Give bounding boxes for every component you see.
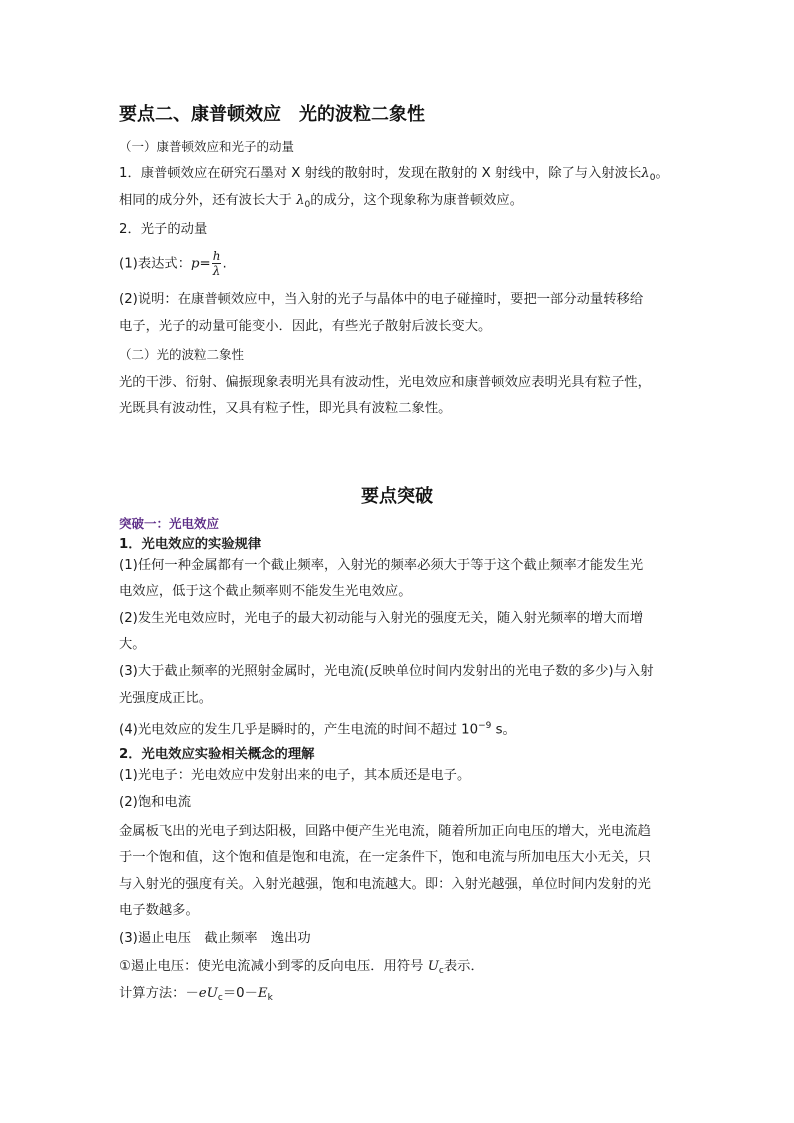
section-title: 要点二、康普顿效应 光的波粒二象性	[119, 104, 425, 125]
saturation-line-2: 于一个饱和值，这个饱和值是饱和电流，在一定条件下，饱和电流与所加电压大小无关，只	[119, 850, 651, 865]
text-run: 计算方法：－	[119, 986, 199, 1001]
rule-1-line-2: 电效应，低于这个截止频率则不能发生光电效应。	[119, 584, 412, 599]
text-run: 1．康普顿效应在研究石墨对 X 射线的散射时，发现在散射的 X 射线中，除了与入射波长	[119, 166, 642, 181]
concept-1: (1)光电子：光电效应中发射出来的电子，其本质还是电子。	[119, 768, 471, 783]
saturation-line-3: 与入射光的强度有关。入射光越强，饱和电流越大。即：入射光越强，单位时间内发射的光	[119, 877, 651, 892]
rule-2-line-2: 大。	[119, 637, 146, 652]
rule-1-line-1: (1)任何一种金属都有一个截止频率，入射光的频率必须大于等于这个截止频率才能发生光	[119, 558, 644, 573]
rules-heading: 1．光电效应的实验规律	[119, 537, 262, 552]
concept-3-heading: (3)遏止电压 截止频率 逸出功	[119, 931, 311, 946]
compton-paragraph-line-2	[119, 191, 523, 215]
fraction-numerator: h	[212, 249, 221, 263]
momentum-formula	[119, 249, 227, 280]
exponent: −9	[478, 721, 492, 731]
text-run: (4)光电效应的发生几乎是瞬时的，产生电流的时间不超过 10	[119, 722, 479, 738]
rule-2-line-1: (2)发生光电效应时，光电子的最大初动能与入射光的强度无关，随入射光频率的增大而增	[119, 611, 644, 626]
momentum-desc-line-2: 电子，光子的动量可能变小．因此，有些光子散射后波长变大。	[119, 319, 492, 334]
text-run: s。	[491, 722, 516, 738]
text-run: .	[222, 256, 227, 272]
text-run: 的成分，这个现象称为康普顿效应。	[310, 193, 524, 208]
saturation-line-1: 金属板飞出的光电子到达阳极，回路中便产生光电流，随着所加正向电压的增大，光电流趋	[119, 824, 651, 839]
subscript: 0	[304, 200, 311, 210]
rule-3-line-1: (3)大于截止频率的光照射金属时，光电流(反映单位时间内发射出的光电子数的多少)与入射	[119, 664, 654, 679]
text-run: ①遏止电压：使光电流减小到零的反向电压．用符号	[119, 959, 428, 974]
subsection-duality: （二）光的波粒二象性	[119, 347, 245, 362]
formula-variable: U	[206, 986, 218, 1001]
calculation-method	[119, 984, 273, 1008]
lambda-symbol: λ	[296, 193, 305, 208]
formula-variable: E	[257, 986, 268, 1001]
breakthrough-title: 要点突破	[361, 486, 433, 507]
momentum-desc-line-1: (2)说明：在康普顿效应中，当入射的光子与晶体中的电子碰撞时，要把一部分动量转移给	[119, 292, 644, 307]
duality-line-1: 光的干涉、衍射、偏振现象表明光具有波动性，光电效应和康普顿效应表明光具有粒子性，	[119, 375, 651, 390]
rule-3-line-2: 光强度成正比。	[119, 691, 213, 706]
subsection-compton: （一）康普顿效应和光子的动量	[119, 139, 295, 154]
text-run: (1)表达式：	[119, 256, 192, 272]
subscript: k	[267, 993, 273, 1003]
text-run: 相同的成分外，还有波长大于	[119, 193, 292, 208]
concept-2-heading: (2)饱和电流	[119, 795, 192, 810]
compton-paragraph-line-1	[119, 164, 669, 188]
text-run: 表示．	[443, 959, 484, 974]
equals-sign: =	[199, 256, 211, 272]
stopping-voltage	[119, 957, 484, 981]
formula-variable: U	[427, 959, 439, 974]
fraction	[212, 249, 222, 278]
saturation-line-4: 电子数越多。	[119, 903, 199, 918]
fraction-denominator: λ	[212, 264, 221, 278]
text-run: ＝0－	[222, 986, 258, 1001]
photon-momentum-heading: 2．光子的动量	[119, 222, 208, 237]
concepts-heading: 2．光电效应实验相关概念的理解	[119, 747, 315, 762]
subscript: 0	[649, 173, 656, 183]
formula-variable: e	[198, 986, 207, 1001]
rule-4	[119, 716, 516, 740]
formula-variable: p	[191, 256, 200, 272]
subscript: c	[438, 966, 444, 976]
subscript: c	[217, 993, 223, 1003]
text-run: 。	[655, 166, 669, 181]
breakthrough-heading-1: 突破一：光电效应	[119, 516, 220, 531]
duality-line-2: 光既具有波动性，又具有粒子性，即光具有波粒二象性。	[119, 401, 452, 416]
lambda-symbol: λ	[641, 166, 650, 181]
